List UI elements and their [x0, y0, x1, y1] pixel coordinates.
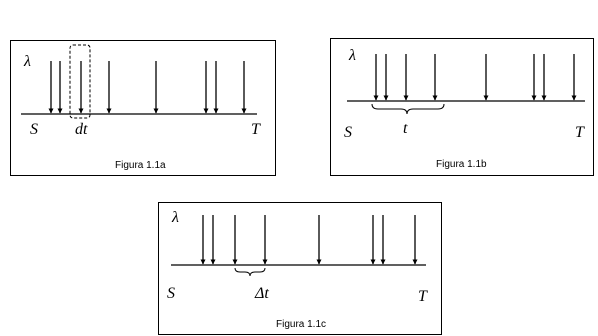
interval-label-dt: dt	[75, 121, 88, 138]
end-label-t: T	[251, 121, 260, 138]
event-timeline-1-1b	[331, 39, 595, 177]
end-label-t: T	[575, 124, 584, 141]
end-label-t: T	[418, 288, 427, 305]
start-label-s: S	[167, 285, 175, 302]
figure-panel-1-1b	[330, 38, 594, 176]
start-label-s: S	[30, 121, 38, 138]
event-timeline-1-1c	[159, 203, 443, 336]
interval-brace	[372, 104, 444, 114]
figure-panel-1-1c	[158, 202, 442, 335]
interval-brace	[235, 268, 265, 276]
interval-dashed-box	[70, 45, 90, 118]
figure-caption: Figura 1.1c	[276, 319, 327, 330]
rate-symbol-lambda: λ	[24, 53, 31, 70]
figure-panel-1-1a	[10, 40, 276, 176]
interval-label-delta-t: Δt	[255, 285, 269, 302]
start-label-s: S	[344, 124, 352, 141]
rate-symbol-lambda: λ	[172, 209, 179, 226]
event-timeline-1-1a	[11, 41, 277, 177]
rate-symbol-lambda: λ	[349, 47, 356, 64]
interval-label-t: t	[403, 120, 408, 137]
figure-caption: Figura 1.1a	[115, 160, 166, 171]
figure-caption: Figura 1.1b	[436, 159, 487, 170]
